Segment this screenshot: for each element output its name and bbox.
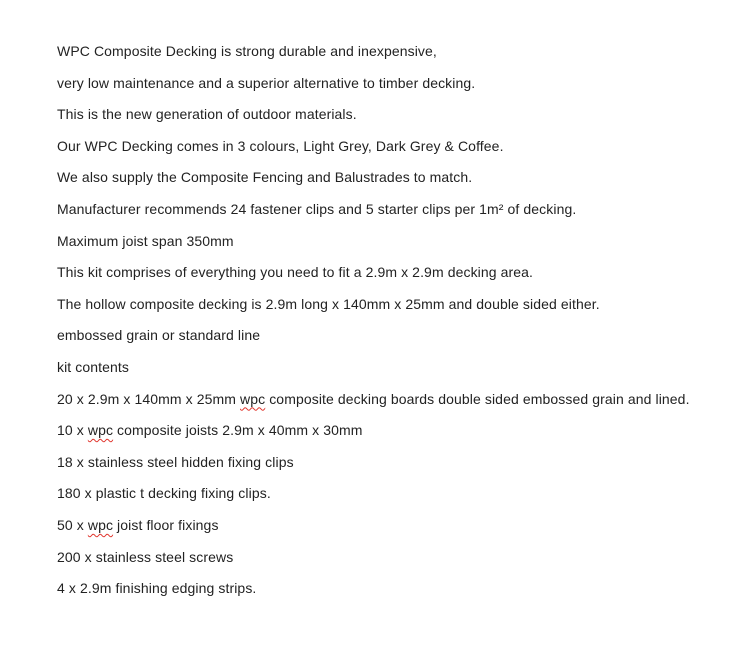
text-run: 50 x <box>57 516 88 533</box>
text-run: 20 x 2.9m x 140mm x 25mm <box>57 390 241 407</box>
text-run: kit contents <box>57 358 130 375</box>
text-run: embossed grain or standard line <box>57 327 261 344</box>
text-run: The hollow composite decking is 2.9m long x 140mm x 25mm and double sided either. <box>57 295 600 312</box>
text-run: Maximum joist span 350mm <box>57 232 234 249</box>
paragraph <box>57 573 717 605</box>
text-run: Our WPC Decking comes in 3 colours, Light Grey, Dark Grey & Coffee. <box>57 137 504 154</box>
text-run: We also supply the Composite Fencing and Balustrades to match. <box>57 169 473 186</box>
paragraph <box>57 478 717 510</box>
paragraph <box>57 415 717 447</box>
paragraph <box>57 257 717 289</box>
text-run: 4 x 2.9m finishing edging strips. <box>57 580 257 597</box>
paragraph <box>57 384 717 416</box>
text-run: This kit comprises of everything you need to fit a 2.9m x 2.9m decking area. <box>57 264 534 281</box>
paragraph <box>57 194 717 226</box>
misspelled-word: wpc <box>240 390 266 407</box>
text-run: 10 x <box>57 422 88 439</box>
paragraph <box>57 99 717 131</box>
text-run: This is the new generation of outdoor materials. <box>57 106 357 123</box>
text-run: Manufacturer recommends 24 fastener clips and 5 starter clips per 1m² of decking. <box>57 200 577 217</box>
paragraph <box>57 447 717 479</box>
paragraph <box>57 36 717 68</box>
text-run: composite decking boards double sided embossed grain and lined. <box>265 390 690 407</box>
paragraph <box>57 68 717 100</box>
text-run: joist floor fixings <box>113 516 219 533</box>
paragraph <box>57 352 717 384</box>
paragraph <box>57 226 717 258</box>
text-run: 18 x stainless steel hidden fixing clips <box>57 453 294 470</box>
text-run: very low maintenance and a superior alternative to timber decking. <box>57 74 476 91</box>
text-run: composite joists 2.9m x 40mm x 30mm <box>113 422 363 439</box>
paragraph <box>57 510 717 542</box>
text-run: 180 x plastic t decking fixing clips. <box>57 485 271 502</box>
paragraph <box>57 320 717 352</box>
paragraph <box>57 162 717 194</box>
text-run: 200 x stainless steel screws <box>57 548 234 565</box>
paragraph <box>57 131 717 163</box>
misspelled-word: wpc <box>87 422 114 439</box>
paragraph <box>57 289 717 321</box>
text-run: WPC Composite Decking is strong durable and inexpensive, <box>57 43 437 59</box>
paragraph <box>57 542 717 574</box>
misspelled-word: wpc <box>87 516 114 533</box>
